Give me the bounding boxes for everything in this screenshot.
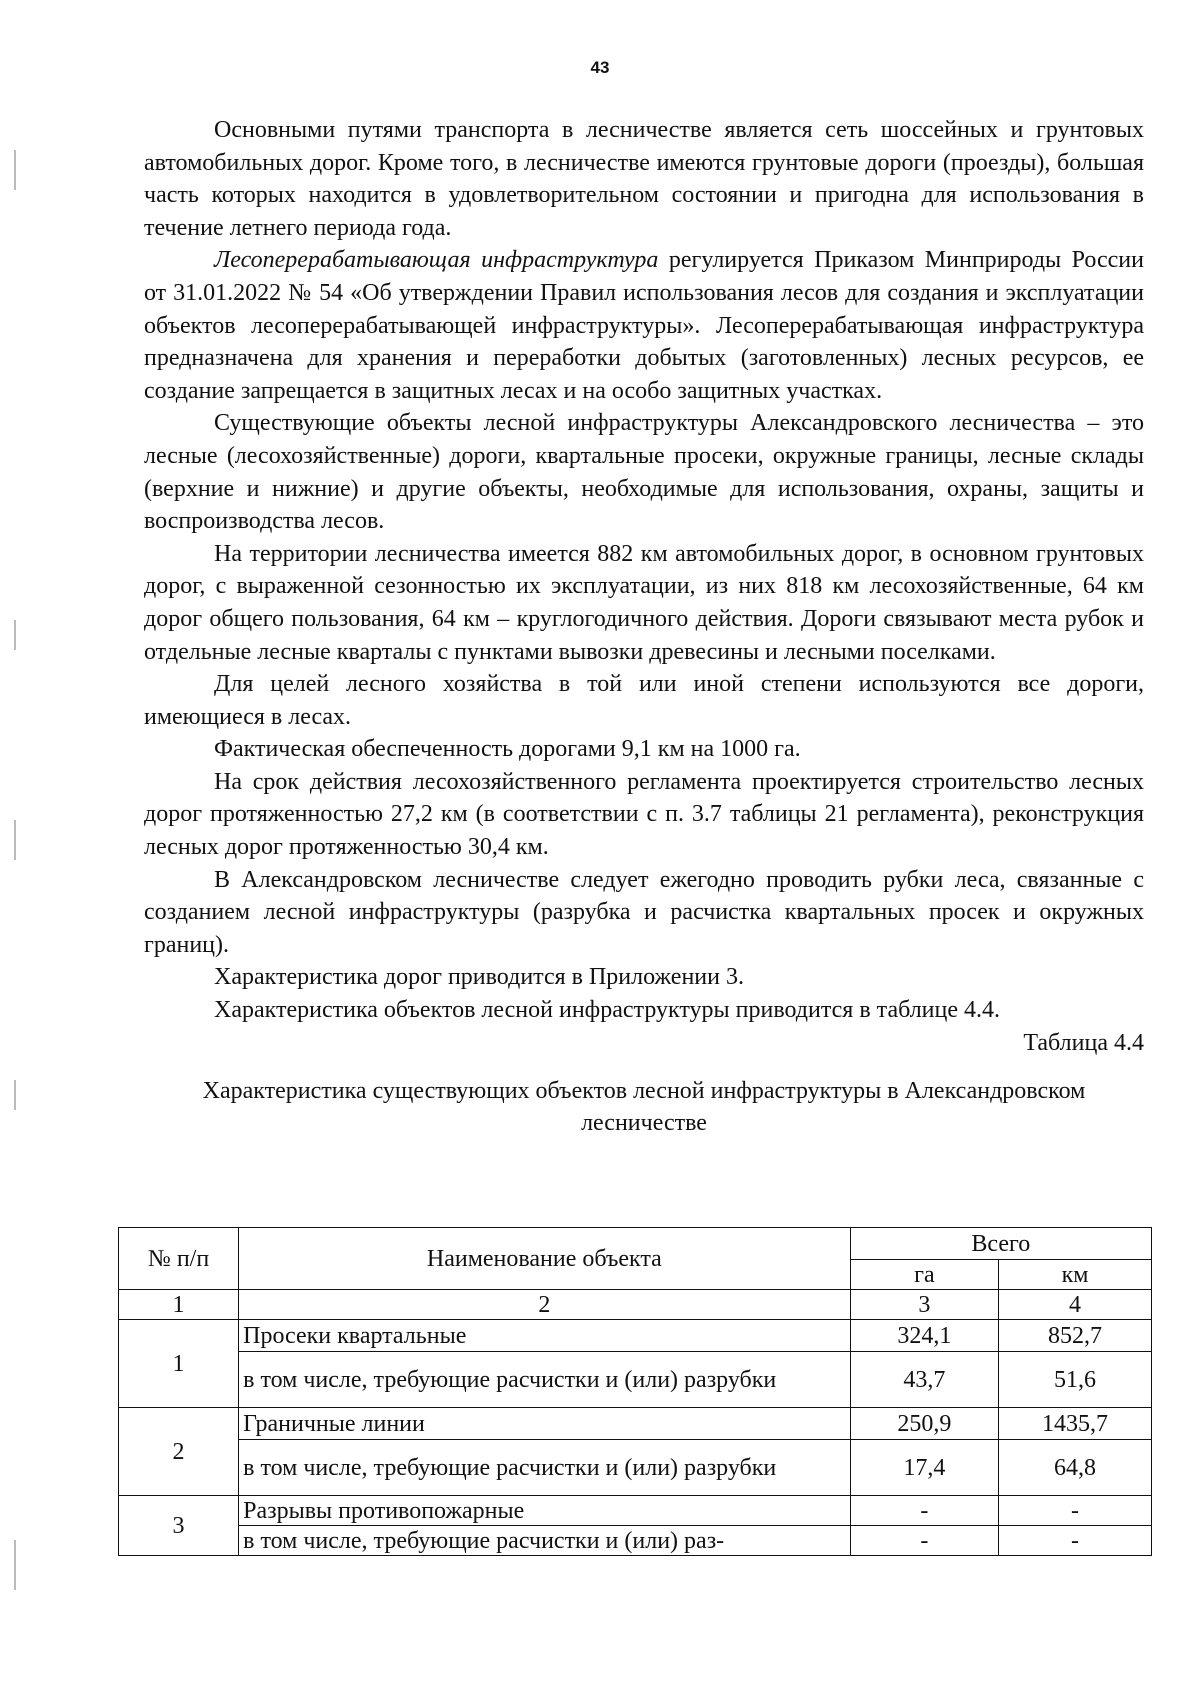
table-row [119, 1440, 1152, 1496]
row-ha: 43,7 [850, 1352, 999, 1408]
row-km: - [999, 1526, 1152, 1556]
paragraph-road-construction: На срок действия лесохозяйственного регламента проектируется строительство лесных дорог протяженностью 27,2 км (в соответствии с п. 3.7 таблицы 21 регламента), реконструкция лесных дорог протяженностью 30,4 км. [144, 768, 1144, 861]
row-num: 3 [119, 1496, 239, 1556]
row-name: Просеки квартальные [239, 1320, 850, 1352]
paragraph-existing-objects: Существующие объекты лесной инфраструктуры Александровского лесничества – это лесные (лесохозяйственные) дороги, квартальные просеки, окружные границы, лесные склады (верхние и нижние) и другие объекты, необходимые для использования, охраны, защиты и воспроизводства лесов. [144, 410, 1144, 535]
col-number: 3 [850, 1290, 999, 1320]
row-name: в том числе, требующие расчистки и (или) разрубки [239, 1352, 850, 1408]
page-number: 43 [590, 58, 610, 77]
row-ha: 324,1 [850, 1320, 999, 1352]
paragraph-wood-processing [144, 244, 1144, 407]
header-name: Наименование объекта [239, 1228, 850, 1290]
col-number: 1 [119, 1290, 239, 1320]
paragraph-transport: Основными путями транспорта в лесничестве является сеть шоссейных и грунтовых автомобильных дорог. Кроме того, в лесничестве имеются грунтовые дороги (проезды), большая часть которых находится в удовлетворительном состоянии и пригодна для использования в течение летнего периода года. [144, 117, 1144, 241]
row-km: 852,7 [999, 1320, 1152, 1352]
table-label: Таблица 4.4 [1023, 1029, 1144, 1056]
header-total: Всего [850, 1228, 1151, 1260]
row-ha: 17,4 [850, 1440, 999, 1496]
col-number: 4 [999, 1290, 1152, 1320]
row-ha: 250,9 [850, 1408, 999, 1440]
header-num: № п/п [119, 1228, 239, 1290]
paragraph-logging: В Александровском лесничестве следует ежегодно проводить рубки леса, связанные с созданием лесной инфраструктуры (разрубка и расчистка квартальных просек и окружных границ). [144, 866, 1144, 958]
table-row [119, 1526, 1152, 1556]
row-name: Граничные линии [239, 1408, 850, 1440]
paragraph-road-density: Фактическая обеспеченность дорогами 9,1 км на 1000 га. [214, 736, 801, 763]
row-km: 64,8 [999, 1440, 1152, 1496]
row-name: Разрывы противопожарные [239, 1496, 850, 1526]
document-body [144, 114, 1144, 1151]
paragraph-roads: На территории лесничества имеется 882 км автомобильных дорог, в основном грунтовых дорог, с выраженной сезонностью их эксплуатации, из них 818 км лесохозяйственные, 64 км дорог общего пользования, 64 км – круглогодичного действия. Дороги связывают места рубок и отдельные лесные кварталы с пунктами вывозки древесины и лесными поселками. [144, 540, 1144, 665]
row-name: в том числе, требующие расчистки и (или) раз- [239, 1526, 850, 1556]
italic-term: Лесоперерабатывающая инфраструктура [214, 247, 659, 274]
row-num: 2 [119, 1408, 239, 1496]
paragraph-wood-processing-text: регулируется Приказом Минприроды России от 31.01.2022 № 54 «Об утверждении Правил использования лесов для создания и эксплуатации объектов лесоперерабатывающей инфраструктуры». Лесоперерабатывающая инфраструктура предназначена для хранения и переработки добытых (заготовленных) лесных ресурсов, ее создание запрещается в защитных лесах и на особо защитных участках. [144, 247, 1144, 404]
header-ha: га [850, 1260, 999, 1290]
infrastructure-table [118, 1227, 1152, 1556]
row-km: 1435,7 [999, 1408, 1152, 1440]
row-km: 51,6 [999, 1352, 1152, 1408]
row-ha: - [850, 1526, 999, 1556]
row-ha: - [850, 1496, 999, 1526]
paragraph-road-usage: Для целей лесного хозяйства в той или иной степени используются все дороги, имеющиеся в лесах. [144, 671, 1144, 730]
paragraph-table-ref: Характеристика объектов лесной инфраструктуры приводится в таблице 4.4. [214, 997, 1001, 1024]
table-row [119, 1496, 1152, 1526]
row-num: 1 [119, 1320, 239, 1408]
table-row [119, 1352, 1152, 1408]
table-title: Характеристика существующих объектов лесной инфраструктуры в Александровском лесничестве [202, 1078, 1086, 1137]
table-row [119, 1320, 1152, 1352]
header-km: км [999, 1260, 1152, 1290]
table-row [119, 1408, 1152, 1440]
row-km: - [999, 1496, 1152, 1526]
paragraph-appendix-ref: Характеристика дорог приводится в Приложении 3. [214, 964, 744, 991]
col-number: 2 [239, 1290, 850, 1320]
row-name: в том числе, требующие расчистки и (или) разрубки [239, 1440, 850, 1496]
